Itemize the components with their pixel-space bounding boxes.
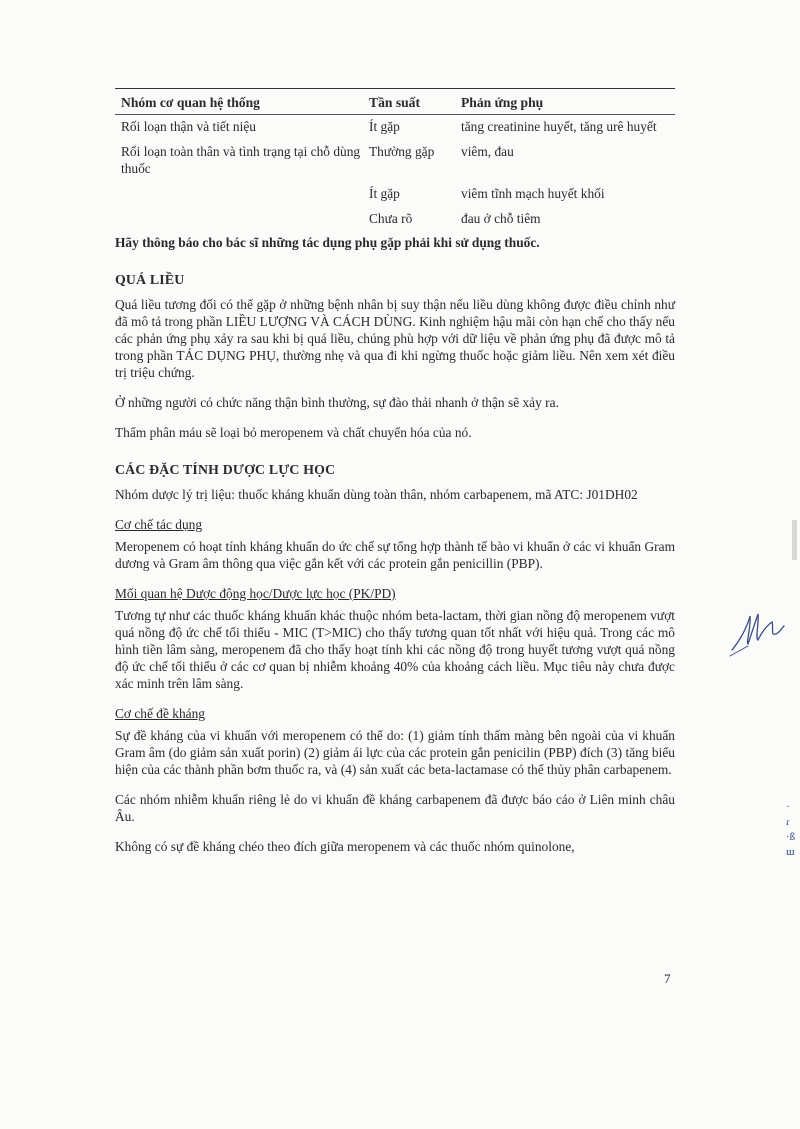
- table-row: [115, 207, 675, 232]
- side-effects-table: [115, 88, 675, 232]
- cell-system: [115, 207, 369, 232]
- pkpd-text: Tương tự như các thuốc kháng khuẩn khác thuộc nhóm beta-lactam, thời gian nồng độ meropenem vượt quá nồng độ ức chế tối thiểu - MIC (T>MIC) cho thấy tương quan tốt nhất với hiệu quả. Trong các mô hình tiền lâm sàng, meropenem đã cho thấy hoạt tính khi các nồng độ trong huyết tương vượt quá nồng độ ức chế tối thiểu ở các cơ quan bị nhiễm khoảng 40% của khoảng cách liều. Mục tiêu này chưa được xác minh trên lâm sàng.: [115, 608, 675, 691]
- mechanism-title: Cơ chế tác dụng: [115, 517, 203, 532]
- cell-reaction: đau ở chỗ tiêm: [461, 211, 541, 226]
- header-reaction: Phản ứng phụ: [461, 89, 675, 115]
- cell-frequency: Ít gặp: [369, 186, 400, 201]
- pkpd-title: Mối quan hệ Dược động học/Dược lực học (PK/PD): [115, 586, 396, 601]
- overdose-paragraph-3: Thẩm phân máu sẽ loại bỏ meropenem và chất chuyển hóa của nó.: [115, 425, 472, 440]
- page-number: 7: [664, 971, 671, 986]
- cell-frequency: Ít gặp: [369, 119, 400, 134]
- cell-reaction: viêm, đau: [461, 144, 514, 159]
- table-header-row: [115, 89, 675, 115]
- page-content: [115, 88, 675, 868]
- header-frequency: Tần suất: [369, 89, 461, 115]
- table-row: [115, 140, 675, 182]
- cell-system: Rối loạn toàn thân và tình trạng tại chỗ dùng thuốc: [121, 144, 361, 176]
- table-row: [115, 115, 675, 141]
- resistance-text: Sự đề kháng của vi khuẩn với meropenem có thể do: (1) giảm tính thấm màng bên ngoài của vi khuẩn Gram âm (do giảm sản xuất porin) (2) giảm ái lực của các protein gắn penicilin (PBP) đích (3) tăng biểu hiện của các thành phần bơm thuốc ra, và (4) sản xuất các beta-lactamase có thể thủy phân carbapenem.: [115, 728, 675, 777]
- cell-system: [115, 182, 369, 207]
- resistance-title: Cơ chế đề kháng: [115, 706, 206, 721]
- page-edge-mark: [792, 520, 797, 560]
- stamp-fragment-icon: · ɾ ·ß ɯ: [786, 801, 796, 858]
- pharmacodynamics-heading: CÁC ĐẶC TÍNH DƯỢC LỰC HỌC: [115, 462, 336, 477]
- notice-text: Hãy thông báo cho bác sĩ những tác dụng phụ gặp phải khi sử dụng thuốc.: [115, 235, 540, 250]
- resistance-text-3: Không có sự đề kháng chéo theo đích giữa meropenem và các thuốc nhóm quinolone,: [115, 839, 575, 854]
- pharmacotherapeutic-group: Nhóm dược lý trị liệu: thuốc kháng khuẩn dùng toàn thân, nhóm carbapenem, mã ATC: J01DH02: [115, 487, 638, 502]
- overdose-paragraph-1: Quá liều tương đối có thể gặp ở những bệnh nhân bị suy thận nếu liều dùng không được điều chỉnh như đã mô tả trong phần LIỀU LƯỢNG VÀ CÁCH DÙNG. Kinh nghiệm hậu mãi còn hạn chế cho thấy nếu các phản ứng phụ xảy ra sau khi bị quá liều, chúng phù hợp với dữ liệu về phản ứng phụ đã được mô tả trong phần TÁC DỤNG PHỤ, thường nhẹ và qua đi khi ngừng thuốc hoặc giảm liều. Nên xem xét điều trị triệu chứng.: [115, 297, 675, 380]
- header-system: Nhóm cơ quan hệ thống: [115, 89, 369, 115]
- cell-frequency: Chưa rõ: [369, 211, 413, 226]
- mechanism-text: Meropenem có hoạt tính kháng khuẩn do ức chế sự tổng hợp thành tế bào vi khuẩn ở các vi khuẩn Gram dương và Gram âm thông qua việc gắn kết với các protein gắn penicillin (PBP).: [115, 539, 675, 571]
- cell-reaction: viêm tĩnh mạch huyết khối: [461, 186, 605, 201]
- cell-frequency: Thường gặp: [369, 144, 435, 159]
- resistance-text-2: Các nhóm nhiễm khuẩn riêng lẻ do vi khuẩn đề kháng carbapenem đã được báo cáo ở Liên minh châu Âu.: [115, 792, 675, 824]
- overdose-heading: QUÁ LIỀU: [115, 272, 185, 287]
- cell-system: Rối loạn thận và tiết niệu: [121, 119, 256, 134]
- table-row: [115, 182, 675, 207]
- signature-icon: [728, 598, 788, 658]
- cell-reaction: tăng creatinine huyết, tăng urê huyết: [461, 119, 657, 134]
- overdose-paragraph-2: Ở những người có chức năng thận bình thường, sự đào thải nhanh ở thận sẽ xảy ra.: [115, 395, 559, 410]
